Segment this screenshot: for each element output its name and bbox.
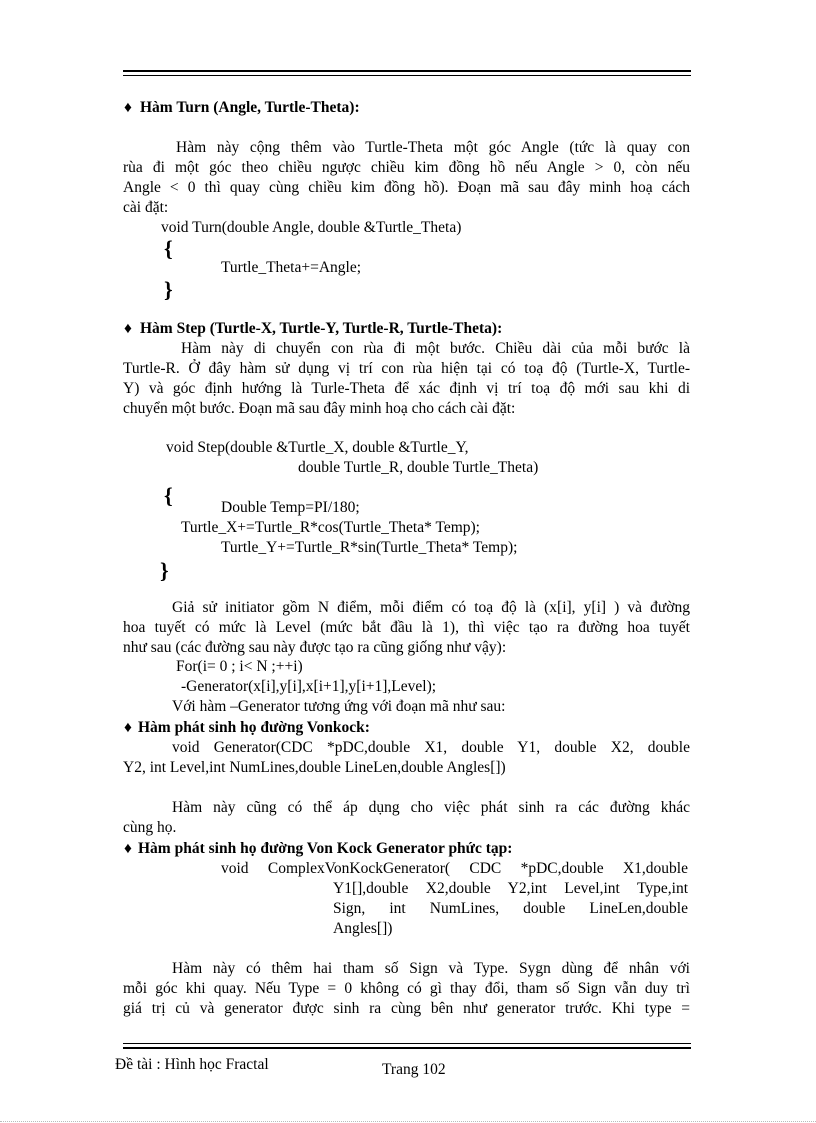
code-line: Turtle_Y+=Turtle_R*sin(Turtle_Theta* Temp); (221, 539, 518, 556)
paragraph-line: Turtle-R. Ở đây hàm sử dụng vị trí con rùa hiện tại có toạ độ (Turtle-X, Turtle- (123, 360, 690, 377)
footer-page-number: Trang 102 (382, 1061, 446, 1078)
code-brace: { (164, 236, 173, 261)
header-rule-thin (123, 75, 691, 76)
code-line: -Generator(x[i],y[i],x[i+1],y[i+1],Level); (181, 678, 437, 695)
bullet-icon: ♦ (124, 99, 132, 116)
section-step-heading: ♦ Hàm Step (Turtle-X, Turtle-Y, Turtle-R, Turtle-Theta): (124, 320, 503, 337)
header-rule (123, 70, 691, 72)
code-brace: } (164, 277, 173, 302)
bullet-icon: ♦ (124, 719, 132, 736)
section-vonkock-heading: ♦ Hàm phát sinh họ đường Vonkock: (124, 719, 370, 736)
section-complex-heading: ♦ Hàm phát sinh họ đường Von Kock Generator phức tạp: (124, 840, 513, 857)
section-turn-heading: ♦ Hàm Turn (Angle, Turtle-Theta): (124, 99, 360, 116)
footer-rule-thin (123, 1043, 691, 1044)
code-line: Angles[]) (333, 920, 393, 937)
footer-topic: Đề tài : Hình học Fractal (115, 1056, 269, 1073)
paragraph-line: cùng họ. (123, 819, 177, 836)
paragraph-line: Hàm này di chuyển con rùa đi một bước. Chiều dài của mỗi bước là (181, 340, 690, 357)
code-line: Sign, int NumLines, double LineLen,double (333, 900, 688, 917)
code-line: Y1[],double X2,double Y2,int Level,int Type,int (333, 880, 688, 897)
code-brace: } (160, 558, 169, 583)
paragraph-line: Hàm này có thêm hai tham số Sign và Type. Sygn dùng để nhân với (172, 960, 690, 977)
paragraph-line: Hàm này cũng có thể áp dụng cho việc phát sinh ra các đường khác (172, 799, 690, 816)
footer-rule (123, 1047, 691, 1049)
code-line: void ComplexVonKockGenerator( CDC *pDC,double X1,double (221, 860, 688, 877)
paragraph-line: cài đặt: (123, 199, 169, 216)
code-line: void Turn(double Angle, double &Turtle_Theta) (161, 219, 462, 236)
paragraph-line: Angle < 0 thì quay cùng chiều kim đồng hồ). Đoạn mã sau đây minh hoạ cách (123, 179, 690, 196)
code-brace: { (164, 483, 173, 508)
code-line: void Generator(CDC *pDC,double X1, double Y1, double X2, double (172, 739, 690, 756)
paragraph-line: Y) và góc định hướng là Turle-Theta để xác định vị trí toạ độ mới sau khi di (123, 380, 690, 397)
paragraph-line: hoa tuyết có mức là Level (mức bắt đầu là 1), thì việc tạo ra đường hoa tuyết (123, 619, 690, 636)
page-edge-divider (0, 1121, 816, 1122)
code-line: Turtle_X+=Turtle_R*cos(Turtle_Theta* Temp); (181, 519, 480, 536)
paragraph-line: mỗi góc khi quay. Nếu Type = 0 không có gì thay đổi, tham số Sign vẫn duy trì (123, 980, 690, 997)
paragraph-line: Với hàm –Generator tương ứng với đoạn mã như sau: (172, 698, 506, 715)
paragraph-line: giá trị củ và generator được sinh ra cùng bên như generator trước. Khi type = (123, 1000, 690, 1017)
paragraph-line: chuyển một bước. Đoạn mã sau đây minh hoạ cho cách cài đặt: (123, 400, 516, 417)
bullet-icon: ♦ (124, 840, 132, 857)
paragraph-line: rùa đi một góc theo chiều ngược chiều kim đồng hồ nếu Angle > 0, còn nếu (123, 159, 690, 176)
code-line: Turtle_Theta+=Angle; (221, 259, 362, 276)
code-line: void Step(double &Turtle_X, double &Turtle_Y, (166, 439, 469, 456)
code-line: Double Temp=PI/180; (221, 499, 360, 516)
code-line: Y2, int Level,int NumLines,double LineLen,double Angles[]) (123, 759, 506, 776)
code-line: double Turtle_R, double Turtle_Theta) (298, 459, 539, 476)
paragraph-line: Giả sử initiator gồm N điểm, mỗi điểm có toạ độ là (x[i], y[i] ) và đường (172, 599, 690, 616)
bullet-icon: ♦ (124, 320, 132, 337)
paragraph-line: như sau (các đường sau này được tạo ra cũng giống như vậy): (123, 639, 507, 656)
code-line: For(i= 0 ; i< N ;++i) (176, 658, 303, 675)
paragraph-line: Hàm này cộng thêm vào Turtle-Theta một góc Angle (tức là quay con (176, 139, 690, 156)
